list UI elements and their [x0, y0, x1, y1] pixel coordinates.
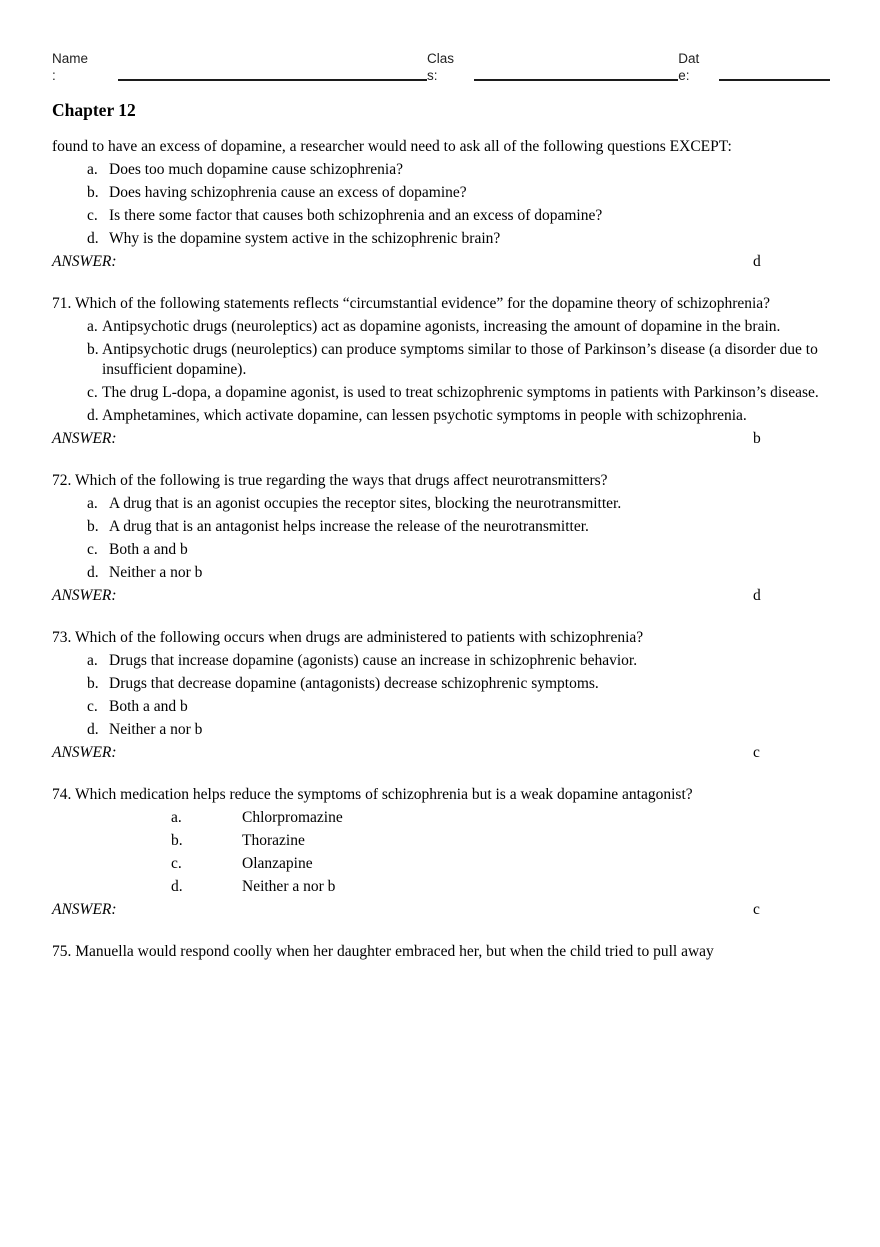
option-text: Drugs that increase dopamine (agonists) cause an increase in schizophrenic behavior.: [109, 652, 638, 669]
date-blank-line: [719, 79, 830, 81]
option-text: Antipsychotic drugs (neuroleptics) act as dopamine agonists, increasing the amount of dopamine in the brain.: [102, 318, 781, 335]
option-letter: c.: [87, 207, 98, 224]
name-field: [52, 50, 427, 84]
date-field: [678, 50, 830, 84]
option-letter: c.: [87, 384, 98, 401]
answer-row: [52, 429, 830, 449]
answer-letter: d: [753, 253, 761, 270]
answer-label: ANSWER:: [52, 901, 117, 918]
option-text: Antipsychotic drugs (neuroleptics) can produce symptoms similar to those of Parkinson’s disease (a disorder due to insufficient dopamine).: [102, 341, 818, 378]
option-letter: b.: [87, 518, 99, 535]
answer-option: [52, 540, 830, 560]
option-text: Thorazine: [242, 832, 305, 849]
answer-option: [52, 877, 830, 897]
option-text: Neither a nor b: [109, 721, 203, 738]
option-text: Amphetamines, which activate dopamine, can lessen psychotic symptoms in people with schizophrenia.: [102, 407, 747, 424]
option-letter: d.: [87, 230, 99, 247]
answer-option: [52, 406, 830, 426]
option-letter: d.: [171, 878, 183, 895]
question-block-5: [52, 942, 830, 962]
class-label-line2: s:: [426, 68, 438, 83]
name-label-line1: Name: [52, 51, 89, 66]
option-text: Olanzapine: [242, 855, 313, 872]
answer-letter: c: [753, 744, 760, 761]
date-label-line2: e:: [678, 68, 690, 83]
answer-option: [52, 229, 830, 249]
answer-option: [52, 160, 830, 180]
form-header: [52, 50, 830, 84]
answer-letter: d: [753, 587, 761, 604]
class-label: [427, 50, 454, 84]
answer-label: ANSWER:: [52, 253, 117, 270]
question-block-4: [52, 785, 830, 920]
answer-option: [52, 383, 830, 403]
option-letter: b.: [171, 832, 183, 849]
option-letter: a.: [87, 495, 98, 512]
option-letter: d.: [87, 721, 99, 738]
question-block-1: [52, 294, 830, 449]
option-letter: b.: [87, 675, 99, 692]
date-label-line1: Dat: [678, 51, 700, 66]
answer-option: [52, 831, 830, 851]
option-letter: b.: [87, 184, 99, 201]
option-letter: b.: [87, 341, 99, 358]
question-stem: 75. Manuella would respond coolly when her daughter embraced her, but when the child tried to pull away: [52, 943, 714, 960]
answer-label: ANSWER:: [52, 744, 117, 761]
answer-option: [52, 808, 830, 828]
option-text: Both a and b: [109, 541, 188, 558]
option-text: Neither a nor b: [109, 564, 203, 581]
option-text: Why is the dopamine system active in the schizophrenic brain?: [109, 230, 501, 247]
question-stem: 71. Which of the following statements reflects “circumstantial evidence” for the dopamine theory of schizophrenia?: [52, 295, 771, 312]
question-block-0: [52, 137, 830, 272]
question-block-3: [52, 628, 830, 763]
answer-option: [52, 183, 830, 203]
answer-option: [52, 651, 830, 671]
option-letter: c.: [87, 541, 98, 558]
option-letter: d.: [87, 564, 99, 581]
class-field: [427, 50, 678, 84]
answer-row: [52, 900, 830, 920]
name-blank-line: [118, 79, 427, 81]
date-label: [678, 50, 699, 84]
option-text: The drug L-dopa, a dopamine agonist, is used to treat schizophrenic symptoms in patients with Parkinson’s disease.: [102, 384, 819, 401]
answer-option: [52, 206, 830, 226]
answer-option: [52, 517, 830, 537]
option-text: Chlorpromazine: [242, 809, 343, 826]
option-text: Drugs that decrease dopamine (antagonists) decrease schizophrenic symptoms.: [109, 675, 599, 692]
question-block-2: [52, 471, 830, 606]
answer-option: [52, 674, 830, 694]
answer-option: [52, 340, 830, 380]
class-blank-line: [474, 79, 678, 81]
option-letter: a.: [171, 809, 182, 826]
option-text: Does too much dopamine cause schizophrenia?: [109, 161, 403, 178]
name-label-line2: :: [52, 68, 56, 83]
answer-letter: b: [753, 430, 761, 447]
answer-option: [52, 697, 830, 717]
class-label-line1: Clas: [426, 51, 454, 66]
option-letter: d.: [87, 407, 99, 424]
answer-row: [52, 743, 830, 763]
answer-option: [52, 563, 830, 583]
answer-label: ANSWER:: [52, 430, 117, 447]
name-label: [52, 50, 88, 84]
answer-option: [52, 494, 830, 514]
option-letter: c.: [171, 855, 182, 872]
chapter-title: Chapter 12: [52, 100, 136, 120]
answer-option: [52, 317, 830, 337]
answer-option: [52, 854, 830, 874]
question-stem: 74. Which medication helps reduce the symptoms of schizophrenia but is a weak dopamine antagonist?: [52, 786, 693, 803]
question-stem: 73. Which of the following occurs when drugs are administered to patients with schizophrenia?: [52, 629, 644, 646]
option-text: A drug that is an agonist occupies the receptor sites, blocking the neurotransmitter.: [109, 495, 622, 512]
option-text: A drug that is an antagonist helps increase the release of the neurotransmitter.: [109, 518, 589, 535]
answer-row: [52, 586, 830, 606]
answer-letter: c: [753, 901, 760, 918]
answer-row: [52, 252, 830, 272]
option-text: Is there some factor that causes both schizophrenia and an excess of dopamine?: [109, 207, 603, 224]
option-letter: c.: [87, 698, 98, 715]
option-letter: a.: [87, 161, 98, 178]
question-stem: found to have an excess of dopamine, a researcher would need to ask all of the following questions EXCEPT:: [52, 138, 732, 155]
option-letter: a.: [87, 652, 98, 669]
questions-list: [52, 137, 830, 962]
question-stem: 72. Which of the following is true regarding the ways that drugs affect neurotransmitters?: [52, 472, 608, 489]
option-text: Both a and b: [109, 698, 188, 715]
answer-label: ANSWER:: [52, 587, 117, 604]
option-text: Does having schizophrenia cause an excess of dopamine?: [109, 184, 467, 201]
answer-option: [52, 720, 830, 740]
option-letter: a.: [87, 318, 98, 335]
option-text: Neither a nor b: [242, 878, 336, 895]
